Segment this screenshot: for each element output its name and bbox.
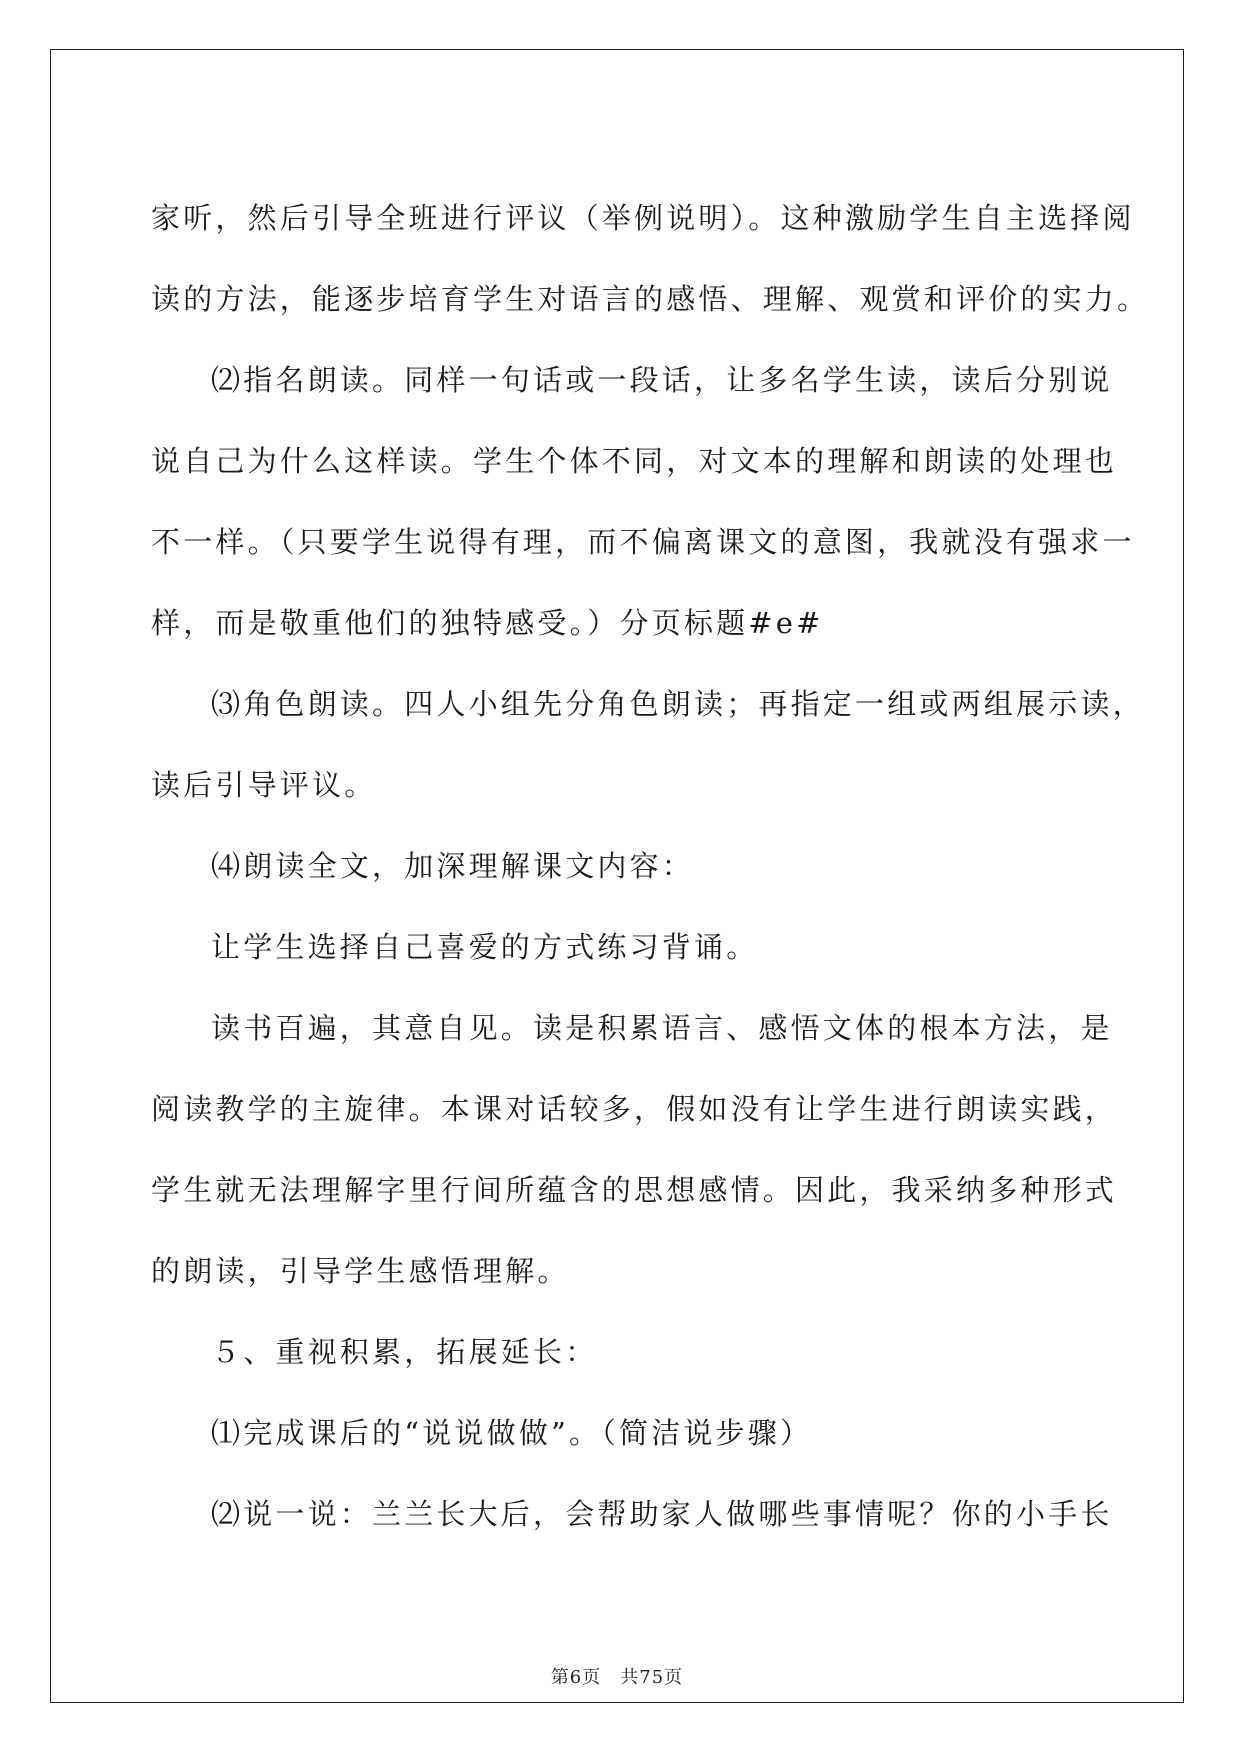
text-line: 学生就无法理解字里行间所蕴含的思想感情。因此，我采纳多种形式: [151, 1173, 1118, 1207]
text-line: 读后引导评议。: [151, 768, 377, 802]
text-line: 不一样。（只要学生说得有理，而不偏离课文的意图，我就没有强求一: [151, 525, 1135, 559]
page-footer: 第6页 共75页: [550, 1667, 684, 1688]
text-line: 的朗读，引导学生感悟理解。: [151, 1254, 570, 1288]
text-line: 说自己为什么这样读。学生个体不同，对文本的理解和朗读的处理也: [151, 444, 1118, 478]
text-line: 让学生选择自己喜爱的方式练习背诵。: [211, 930, 759, 964]
text-line: ⑷朗读全文，加深理解课文内容：: [211, 849, 695, 883]
page-border: [50, 49, 1184, 1703]
text-line: 家听，然后引导全班进行评议（举例说明）。这种激励学生自主选择阅: [151, 201, 1135, 235]
text-line: ⑵说一说：兰兰长大后，会帮助家人做哪些事情呢？你的小手长: [211, 1497, 1113, 1531]
text-line: 阅读教学的主旋律。本课对话较多，假如没有让学生进行朗读实践，: [151, 1092, 1118, 1126]
text-line: 读书百遍，其意自见。读是积累语言、感悟文体的根本方法，是: [211, 1011, 1113, 1045]
text-line: ⑵指名朗读。同样一句话或一段话，让多名学生读，读后分别说: [211, 363, 1113, 397]
text-line: ⑶角色朗读。四人小组先分角色朗读；再指定一组或两组展示读，: [211, 687, 1145, 721]
text-line: 读的方法，能逐步培育学生对语言的感悟、理解、观赏和评价的实力。: [151, 282, 1150, 316]
text-line: ⑴完成课后的“说说做做”。（简洁说步骤）: [211, 1416, 813, 1450]
text-line: 样，而是敬重他们的独特感受。）分页标题#e#: [151, 606, 824, 640]
section-heading: ５、重视积累，拓展延长：: [211, 1335, 598, 1369]
